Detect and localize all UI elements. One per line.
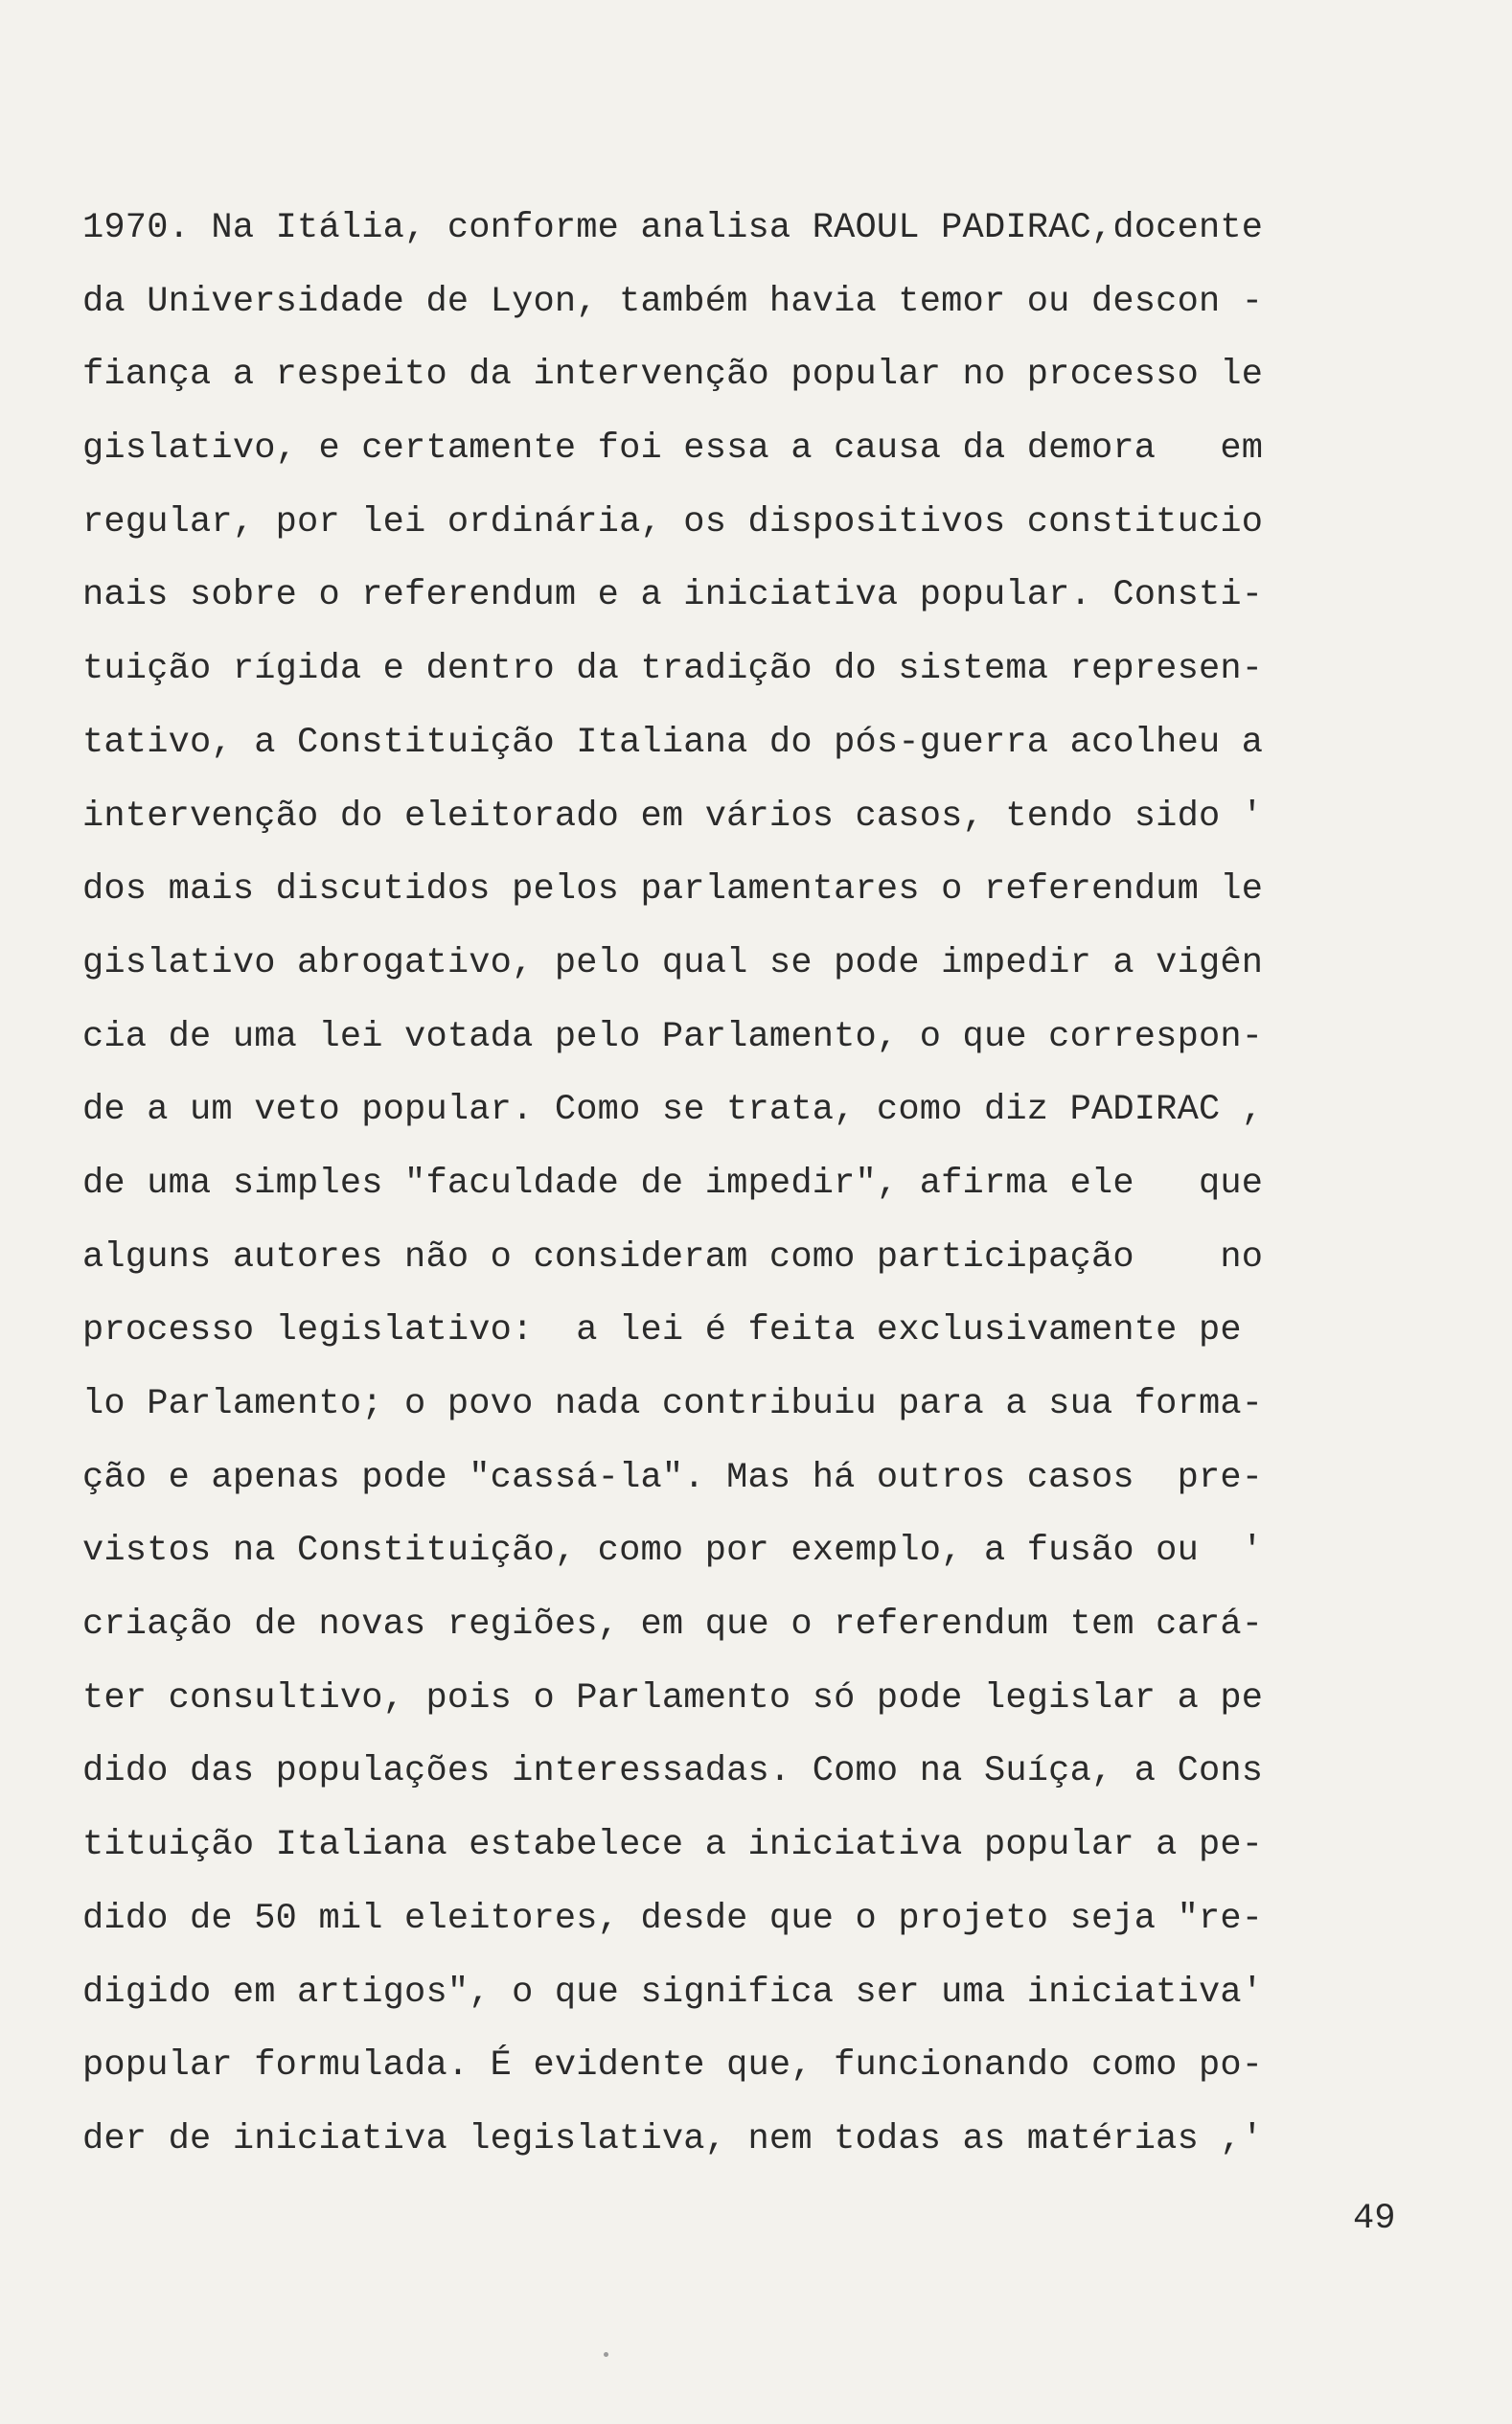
text-line-20: criação de novas regiões, em que o referendum tem cará- xyxy=(82,1604,1264,1646)
text-line-17: lo Parlamento; o povo nada contribuiu para a sua forma- xyxy=(82,1384,1264,1424)
text-line-5: regular, por lei ordinária, os dispositivos constitucio xyxy=(82,501,1264,543)
text-line-14: de uma simples "faculdade de impedir", afirma ele que xyxy=(82,1163,1264,1204)
text-line-25: digido em artigos", o que significa ser uma iniciativa' xyxy=(82,1972,1264,2013)
text-line-1: 1970. Na Itália, conforme analisa RAOUL PADIRAC,docente xyxy=(82,208,1264,248)
text-line-26: popular formulada. É evidente que, funcionando como po- xyxy=(82,2045,1264,2087)
text-line-22: dido das populações interessadas. Como na Suíça, a Cons xyxy=(82,1751,1264,1792)
text-line-23: tituição Italiana estabelece a iniciativa popular a pe- xyxy=(82,1825,1264,1866)
text-line-18: ção e apenas pode "cassá-la". Mas há outros casos pre- xyxy=(82,1457,1264,1498)
text-line-9: intervenção do eleitorado em vários casos, tendo sido ' xyxy=(82,796,1264,837)
text-line-2: da Universidade de Lyon, também havia temor ou descon - xyxy=(82,281,1264,322)
text-line-24: dido de 50 mil eleitores, desde que o projeto seja "re- xyxy=(82,1898,1264,1939)
body-text xyxy=(82,192,1424,2177)
text-line-11: gislativo abrogativo, pelo qual se pode impedir a vigên xyxy=(82,942,1264,983)
text-line-21: ter consultivo, pois o Parlamento só pode legislar a pe xyxy=(82,1677,1264,1719)
text-line-16: processo legislativo: a lei é feita exclusivamente pe xyxy=(82,1310,1242,1351)
text-line-19: vistos na Constituição, como por exemplo, a fusão ou ' xyxy=(82,1531,1264,1572)
text-line-8: tativo, a Constituição Italiana do pós-guerra acolheu a xyxy=(82,722,1264,763)
text-line-27: der de iniciativa legislativa, nem todas as matérias ,' xyxy=(82,2118,1264,2159)
text-line-10: dos mais discutidos pelos parlamentares o referendum le xyxy=(82,869,1264,911)
text-line-3: fiança a respeito da intervenção popular no processo le xyxy=(82,355,1264,396)
paper-speck xyxy=(604,2352,608,2357)
text-line-6: nais sobre o referendum e a iniciativa popular. Consti- xyxy=(82,575,1264,616)
text-line-4: gislativo, e certamente foi essa a causa da demora em xyxy=(82,428,1264,470)
text-line-13: de a um veto popular. Como se trata, como diz PADIRAC , xyxy=(82,1090,1264,1131)
text-line-12: cia de uma lei votada pelo Parlamento, o que correspon- xyxy=(82,1016,1264,1057)
page-number: 49 xyxy=(1353,2199,1396,2239)
text-line-7: tuição rígida e dentro da tradição do sistema represen- xyxy=(82,649,1264,690)
text-line-15: alguns autores não o consideram como participação no xyxy=(82,1236,1264,1278)
